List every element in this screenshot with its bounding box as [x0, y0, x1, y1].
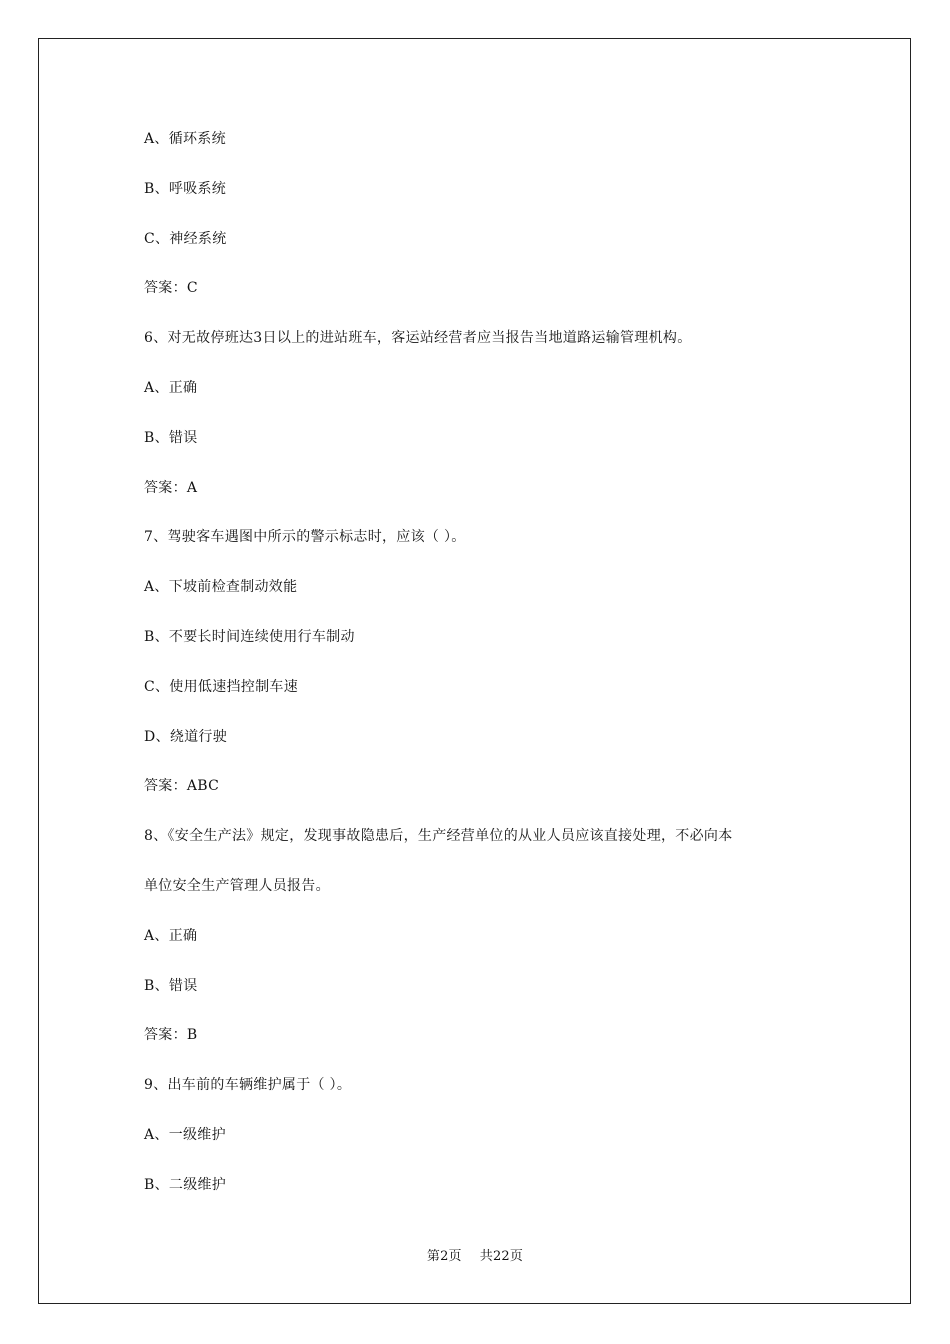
option-d-line: D、绕道行驶 — [144, 728, 228, 745]
option-b-line: B、不要长时间连续使用行车制动 — [144, 628, 355, 645]
option-b-line: B、错误 — [144, 977, 198, 994]
page-footer — [0, 1247, 950, 1267]
option-a-line: A、循环系统 — [144, 131, 226, 147]
option-b-line: B、呼吸系统 — [144, 180, 227, 197]
option-b-line: B、二级维护 — [144, 1176, 227, 1193]
answer-line: 答案：C — [144, 280, 198, 297]
option-c-line: C、神经系统 — [144, 230, 227, 247]
option-a-line: A、正确 — [144, 379, 198, 396]
question-8: 8、《安全生产法》规定，发现事故隐患后，生产经营单位的从业人员应该直接处理，不必向本 — [144, 828, 733, 845]
page-number: 第2页 — [426, 1249, 462, 1264]
option-a-line: A、正确 — [144, 927, 198, 944]
question-8-continuation: 单位安全生产管理人员报告。 — [144, 877, 330, 894]
answer-line: 答案：B — [144, 1027, 198, 1044]
question-6: 6、对无故停班达3日以上的进站班车，客运站经营者应当报告当地道路运输管理机构。 — [144, 330, 692, 347]
document-body — [144, 124, 824, 1220]
option-b-line: B、错误 — [144, 429, 198, 446]
page-total: 共22页 — [479, 1249, 524, 1264]
option-a-line: A、一级维护 — [144, 1126, 226, 1143]
answer-line: 答案：A — [144, 479, 198, 496]
option-c-line: C、使用低速挡控制车速 — [144, 678, 299, 695]
question-7: 7、驾驶客车遇图中所示的警示标志时，应该（ ）。 — [144, 529, 466, 546]
question-9: 9、出车前的车辆维护属于（ ）。 — [144, 1077, 352, 1094]
option-a-line: A、下坡前检查制动效能 — [144, 579, 298, 596]
answer-line: 答案：ABC — [144, 778, 220, 795]
